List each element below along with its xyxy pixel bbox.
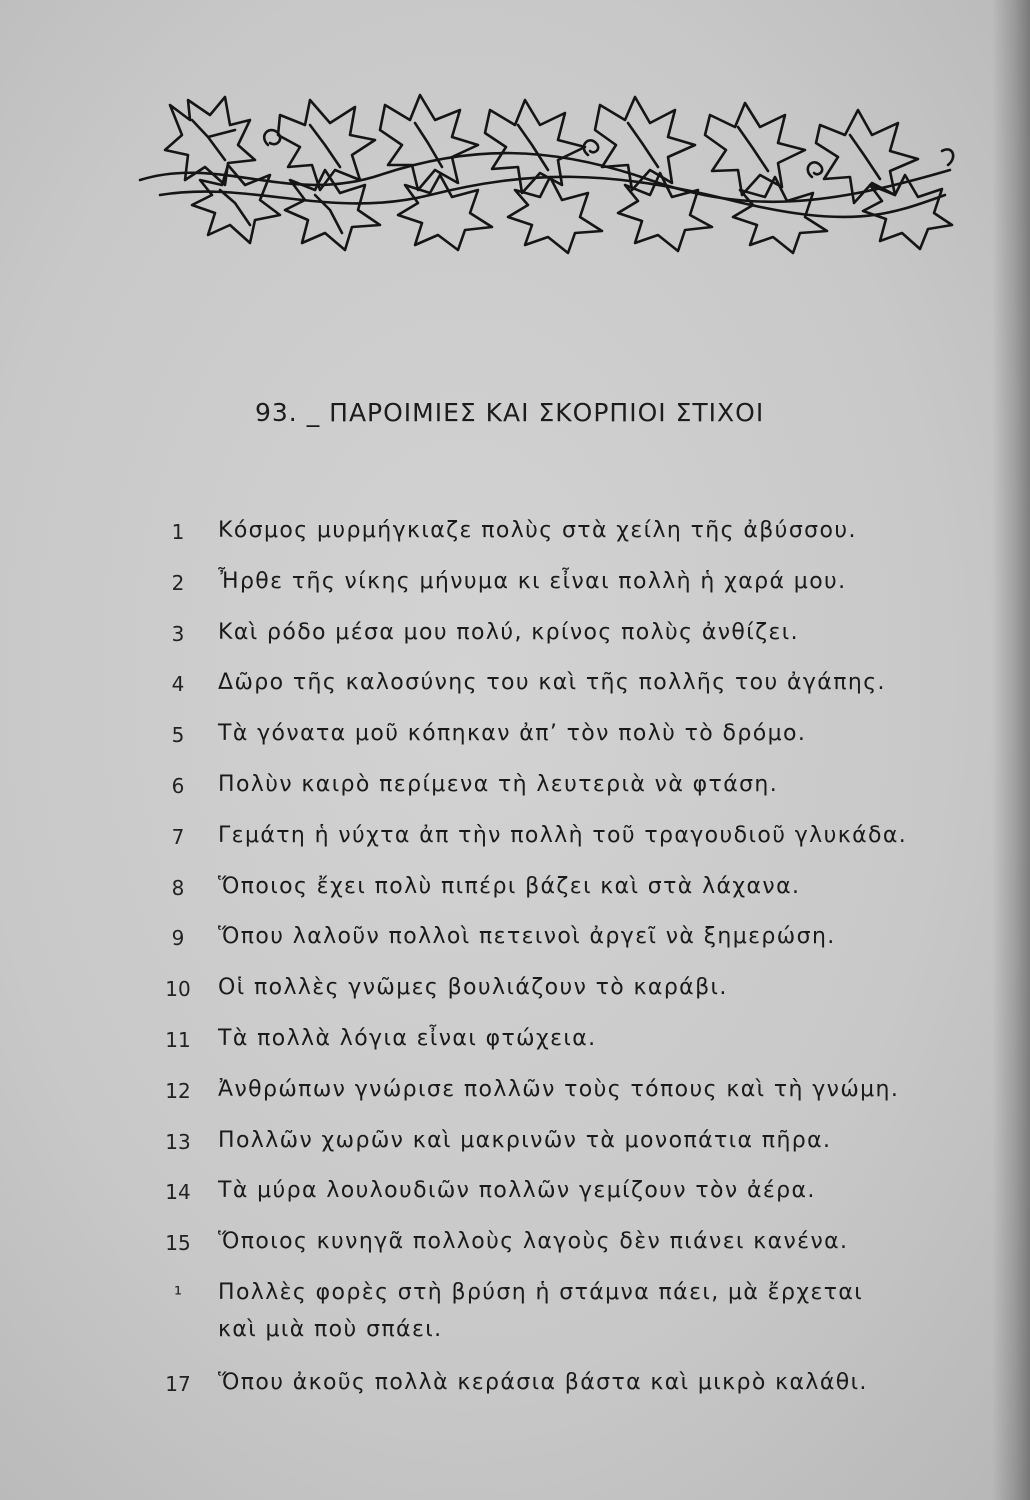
verse-item xyxy=(160,568,980,622)
verse-text: Κόσμος μυρμήγκιαζε πολὺς στὰ χείλη τῆς ἀβύσσου. xyxy=(218,518,857,543)
verse-item xyxy=(160,619,980,673)
verse-text: Πολὺν καιρὸ περίμενα τὴ λευτεριὰ νὰ φτάση. xyxy=(218,771,779,797)
verse-text: Τὰ μύρα λουλουδιῶν πολλῶν γεμίζουν τὸν ἀέρα. xyxy=(218,1178,816,1204)
verse-text: Τὰ γόνατα μοῦ κόπηκαν ἀπ’ τὸν πολὺ τὸ δρόμο. xyxy=(218,721,807,747)
verse-text: Ἀνθρώπων γνώρισε πολλῶν τοὺς τόπους καὶ τὴ γνώμη. xyxy=(218,1076,900,1102)
verse-text: Τὰ πολλὰ λόγια εἶναι φτώχεια. xyxy=(218,1025,597,1051)
verse-number: 7 xyxy=(171,824,185,849)
verse-number: 4 xyxy=(171,672,185,697)
verse-number: 12 xyxy=(165,1078,191,1103)
verse-item xyxy=(160,873,980,927)
verse-list xyxy=(160,520,980,1423)
verse-item xyxy=(160,1231,980,1282)
verse-text-line-2: καὶ μιὰ ποὺ σπάει. xyxy=(218,1316,443,1342)
spine-shadow xyxy=(992,0,1030,1500)
verse-item xyxy=(160,672,980,723)
verse-text: Ὅποιος κυνηγᾶ πολλοὺς λαγοὺς δὲν πιάνει κανένα. xyxy=(218,1229,849,1255)
verse-text: Ἦρθε τῆς νίκης μήνυμα κι εἶναι πολλὴ ἡ χαρά μου. xyxy=(218,568,847,594)
verse-item xyxy=(160,520,980,571)
verse-text: Ὅπου λαλοῦν πολλοὶ πετεινοὶ ἀργεῖ νὰ ξημερώση. xyxy=(218,924,836,950)
verse-number: 1 xyxy=(171,520,185,544)
verse-number: 14 xyxy=(165,1180,191,1205)
verse-number: 2 xyxy=(171,570,185,595)
verse-number: 8 xyxy=(171,875,185,900)
verse-number: 6 xyxy=(171,773,185,798)
verse-item xyxy=(160,1127,980,1181)
verse-number: 10 xyxy=(165,977,191,1002)
verse-text-line-1: Πολλὲς φορὲς στὴ βρύση ἡ στάμνα πάει, μὰ ἔρχεται xyxy=(218,1279,864,1305)
verse-item xyxy=(160,723,980,774)
verse-item xyxy=(160,1369,980,1423)
verse-number: 3 xyxy=(171,621,185,646)
verse-item xyxy=(160,926,980,977)
verse-number: 15 xyxy=(165,1231,191,1256)
verse-text: Ὅποιος ἔχει πολὺ πιπέρι βάζει καὶ στὰ λάχανα. xyxy=(218,873,801,899)
verse-item xyxy=(160,822,980,876)
verse-item xyxy=(160,1025,980,1079)
verse-number: ¹ xyxy=(173,1281,183,1306)
verse-text: Ὅπου ἀκοῦς πολλὰ κεράσια βάστα καὶ μικρὸ καλάθι. xyxy=(218,1369,868,1395)
verse-text: Δῶρο τῆς καλοσύνης του καὶ τῆς πολλῆς του ἀγάπης. xyxy=(218,670,886,696)
verse-text xyxy=(218,1280,863,1342)
page-title: 93. _ ΠΑΡΟΙΜΙΕΣ ΚΑΙ ΣΚΟΡΠΙΟΙ ΣΤΙΧΟΙ xyxy=(255,398,765,427)
verse-number: 5 xyxy=(171,723,185,748)
verse-item xyxy=(160,977,980,1028)
verse-number: 13 xyxy=(165,1129,191,1154)
verse-text: Καὶ ρόδο μέσα μου πολύ, κρίνος πολὺς ἀνθίζει. xyxy=(218,619,800,645)
verse-number: 11 xyxy=(165,1027,191,1052)
verse-item xyxy=(160,1076,980,1130)
verse-text: Πολλῶν χωρῶν καὶ μακρινῶν τὰ μονοπάτια πῆρα. xyxy=(218,1127,832,1153)
verse-item xyxy=(160,1279,980,1372)
verse-text: Γεμάτη ἡ νύχτα ἀπ τὴν πολλὴ τοῦ τραγουδιοῦ γλυκάδα. xyxy=(218,822,908,848)
verse-number: 9 xyxy=(171,926,185,951)
verse-item xyxy=(160,771,980,825)
verse-number: 17 xyxy=(165,1371,191,1396)
verse-text: Οἱ πολλὲς γνῶμες βουλιάζουν τὸ καράβι. xyxy=(218,975,728,1001)
grape-leaf-garland-icon xyxy=(130,85,960,255)
verse-item xyxy=(160,1180,980,1231)
